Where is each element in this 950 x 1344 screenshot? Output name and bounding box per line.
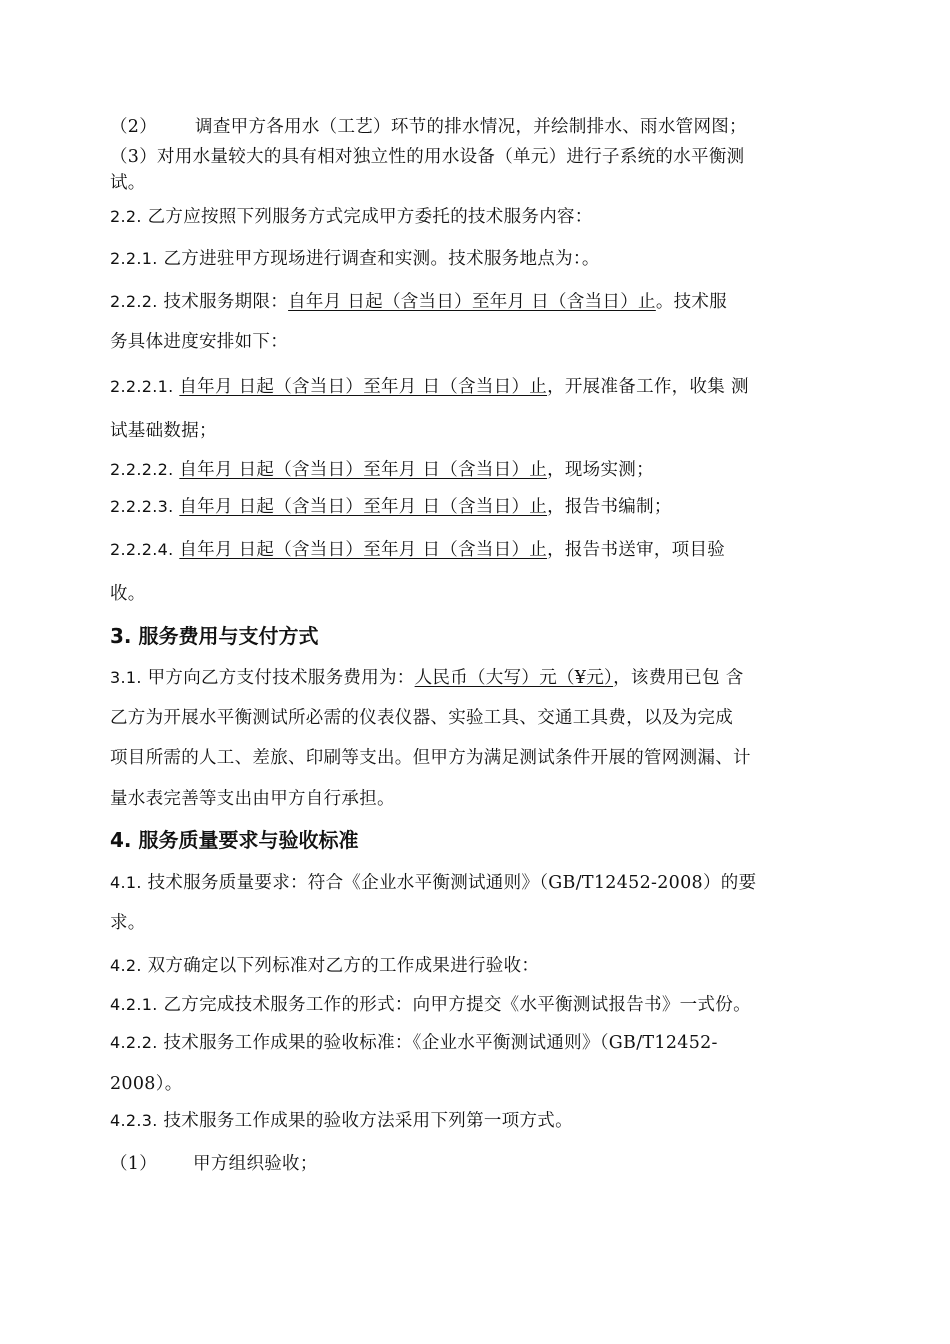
clause-text: 甲方向乙方支付技术服务费用为： [147,668,415,688]
clause-number: 2.2.2. [110,292,158,311]
clause-number: 4.2.3. [110,1111,158,1130]
clause-4-2-3 [110,1110,573,1132]
clause-number: 4.1. [110,873,142,892]
date-range-blank: 自年月 日起（含当日）至年月 日（含当日）止 [288,292,656,312]
date-range-blank: 自年月 日起（含当日）至年月 日（含当日）止 [179,497,548,517]
clause-number: 2.2.1. [110,249,158,268]
clause-2-2-2-3 [110,496,672,518]
clause-text: 乙方完成技术服务工作的形式：向甲方提交《水平衡测试报告书》一式份。 [163,995,751,1015]
date-range-blank: 自年月 日起（含当日）至年月 日（含当日）止 [179,460,548,480]
clause-4-2-1 [110,994,751,1016]
clause-number: 4.2.1. [110,995,158,1014]
clause-number: 4.2. [110,956,142,975]
clause-text-tail: 。技术服 [655,292,728,312]
clause-number: 2.2.2.4. [110,540,174,559]
clause-2-2-2-1-cont: 试基础数据； [110,421,217,441]
clause-text-tail: ，报告书编制； [547,497,672,517]
clause-number: 2.2. [110,207,142,226]
option-number: （1） [110,1154,158,1174]
clause-4-2 [110,955,539,977]
item-3-line-cont: 试。 [110,173,146,193]
item-3-line: （3）对用水量较大的具有相对独立性的用水设备（单元）进行子系统的水平衡测 [110,147,745,167]
clause-2-2-2-1 [110,376,749,398]
clause-2-2-2 [110,291,727,313]
clause-text-tail: ，报告书送审，项目验 [547,540,726,560]
date-range-blank: 自年月 日起（含当日）至年月 日（含当日）止 [179,377,548,397]
option-text: 甲方组织验收； [193,1154,318,1174]
clause-text: 技术服务质量要求：符合《企业水平衡测试通则》（GB/T12452-2008）的要 [147,873,757,893]
item-2-line [110,116,747,138]
clause-text: 双方确定以下列标准对乙方的工作成果进行验收： [147,956,540,976]
clause-2-2-1 [110,248,600,270]
item-2-text: 调查甲方各用水（工艺）环节的排水情况，并绘制排水、雨水管网图； [195,117,747,137]
clause-4-1-cont: 求。 [110,913,146,933]
clause-number: 2.2.2.3. [110,497,174,516]
clause-text: 乙方进驻甲方现场进行调查和实测。技术服务地点为：。 [163,249,600,269]
clause-3-1-cont-1: 乙方为开展水平衡测试所必需的仪表仪器、实验工具、交通工具费，以及为完成 [110,708,733,728]
clause-number: 4.2.2. [110,1033,158,1052]
clause-number: 2.2.2.1. [110,377,174,396]
clause-text-tail: ，现场实测； [547,460,654,480]
clause-2-2-2-4 [110,539,725,561]
date-range-blank: 自年月 日起（含当日）至年月 日（含当日）止 [179,540,548,560]
clause-2-2-2-cont: 务具体进度安排如下： [110,332,288,352]
clause-4-2-2-cont: 2008）。 [110,1074,183,1094]
clause-3-1 [110,667,744,689]
clause-2-2 [110,206,593,228]
clause-text: 乙方应按照下列服务方式完成甲方委托的技术服务内容： [147,207,593,227]
clause-4-1 [110,872,756,894]
clause-3-1-cont-3: 量水表完善等支出由甲方自行承担。 [110,789,395,809]
clause-text-tail: ，该费用已包 含 [613,668,744,688]
section-heading-3: 3. 服务费用与支付方式 [110,624,319,648]
clause-text: 技术服务工作成果的验收标准：《企业水平衡测试通则》（GB/T12452- [163,1033,718,1053]
option-1-line [110,1153,318,1175]
clause-4-2-2 [110,1032,718,1054]
clause-2-2-2-2 [110,459,654,481]
clause-number: 2.2.2.2. [110,460,174,479]
clause-3-1-cont-2: 项目所需的人工、差旅、印刷等支出。但甲方为满足测试条件开展的管网测漏、计 [110,748,751,768]
clause-2-2-2-4-cont: 收。 [110,584,146,604]
clause-text: 技术服务工作成果的验收方法采用下列第一项方式。 [163,1111,573,1131]
clause-text: 技术服务期限： [163,292,289,312]
section-heading-4: 4. 服务质量要求与验收标准 [110,828,359,852]
clause-number: 3.1. [110,668,142,687]
fee-blank: 人民币（大写）元（¥元） [414,668,614,688]
clause-text-tail: ，开展准备工作，收集 测 [547,377,749,397]
item-2-number: （2） [110,117,158,137]
